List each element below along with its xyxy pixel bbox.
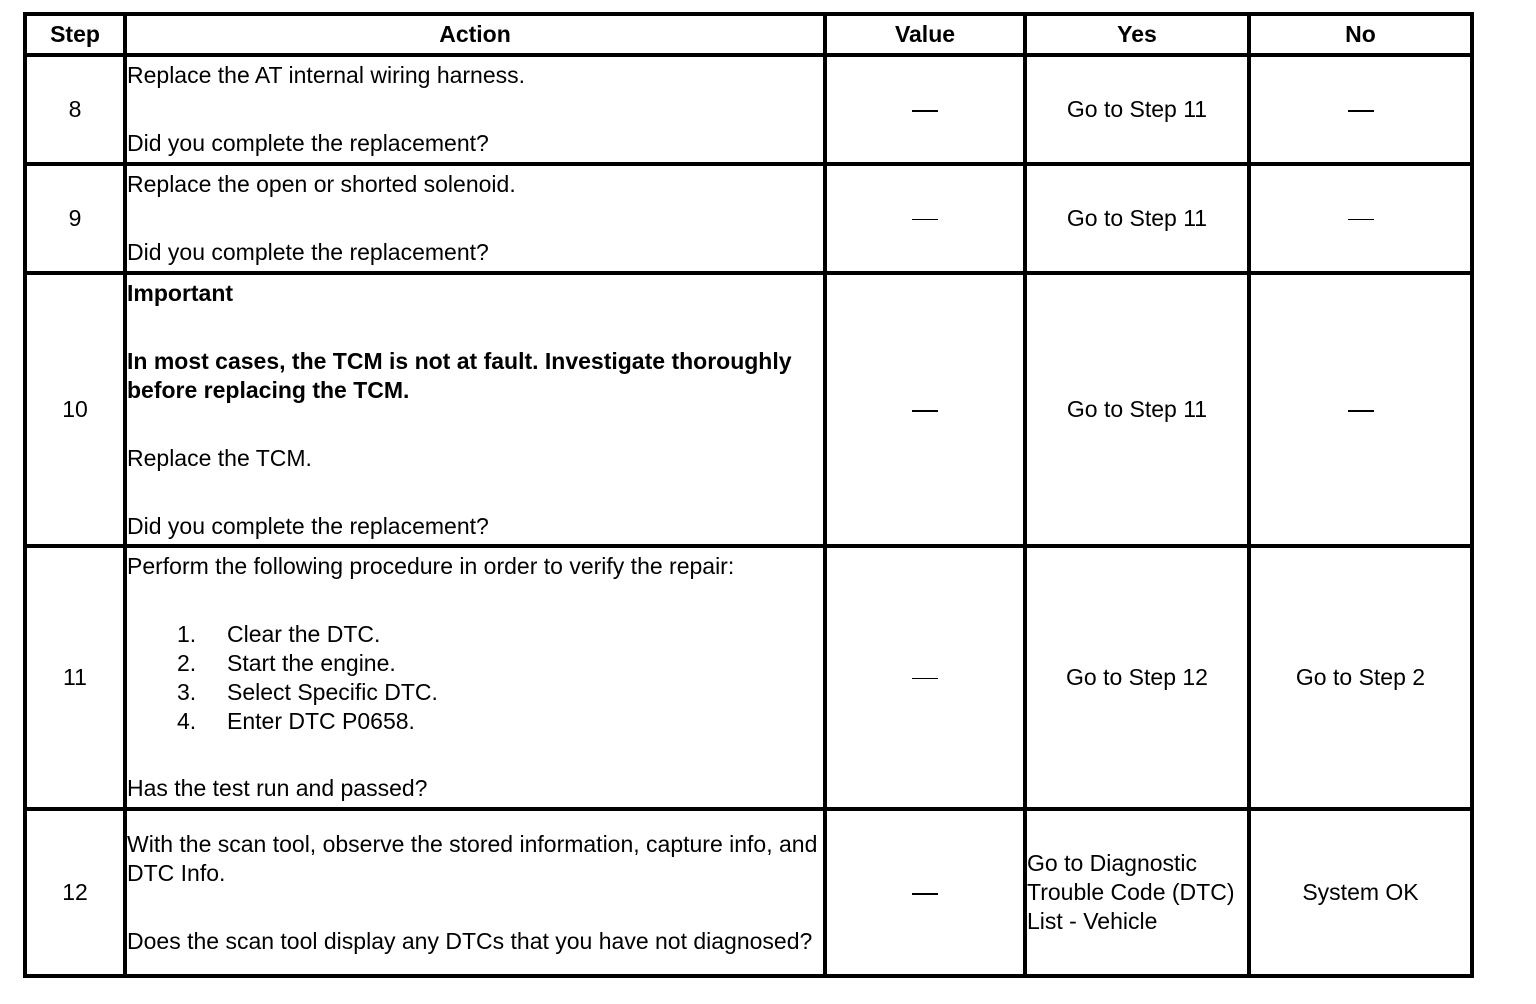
diagnostic-table (23, 12, 1474, 978)
value-cell (825, 809, 1025, 976)
action-cell (125, 546, 825, 809)
list-item (177, 678, 823, 707)
list-item (177, 707, 823, 736)
action-question: Did you complete the replacement? (127, 130, 489, 156)
value-cell (825, 55, 1025, 164)
yes-cell: Go to Step 11 (1025, 55, 1249, 164)
action-question: Does the scan tool display any DTCs that you have not diagnosed? (127, 927, 813, 954)
value-dash (912, 893, 938, 895)
header-no: No (1249, 14, 1472, 55)
table-row-step-10 (25, 273, 1472, 546)
table-row-step-12 (25, 809, 1472, 976)
action-question: Has the test run and passed? (127, 775, 428, 801)
action-cell (125, 273, 825, 546)
header-value: Value (825, 14, 1025, 55)
action-cell (125, 55, 825, 164)
action-text: Replace the TCM. (127, 444, 312, 471)
no-cell (1249, 273, 1472, 546)
step-number: 8 (25, 55, 125, 164)
action-text: Replace the AT internal wiring harness. (127, 62, 526, 88)
yes-cell: Go to Step 12 (1025, 546, 1249, 809)
no-dash (1348, 410, 1374, 412)
value-dash (912, 678, 938, 679)
action-cell (125, 164, 825, 273)
step-number: 9 (25, 164, 125, 273)
value-cell (825, 546, 1025, 809)
header-yes: Yes (1025, 14, 1249, 55)
yes-cell: Go to Step 11 (1025, 273, 1249, 546)
header-action: Action (125, 14, 825, 55)
action-cell (125, 809, 825, 976)
no-dash (1348, 219, 1374, 220)
action-text: Perform the following procedure in order to verify the repair: (127, 553, 735, 579)
list-number: 1. (177, 621, 197, 647)
action-text: Replace the open or shorted solenoid. (127, 171, 516, 197)
no-cell: Go to Step 2 (1249, 546, 1472, 809)
header-row (25, 14, 1472, 55)
action-text: With the scan tool, observe the stored information, capture info, and DTC Info. (127, 830, 818, 886)
table-row-step-11 (25, 546, 1472, 809)
header-step: Step (25, 14, 125, 55)
step-number: 10 (25, 273, 125, 546)
value-cell (825, 273, 1025, 546)
procedure-list (127, 620, 823, 736)
important-label: Important (127, 279, 234, 306)
table-row-step-8 (25, 55, 1472, 164)
list-number: 3. (177, 679, 197, 705)
list-text: Start the engine. (227, 650, 396, 676)
list-item (177, 620, 823, 649)
list-text: Select Specific DTC. (227, 679, 438, 705)
no-cell: System OK (1249, 809, 1472, 976)
list-item (177, 649, 823, 678)
important-text: In most cases, the TCM is not at fault. Investigate thoroughly before replacing the TCM. (127, 347, 792, 403)
list-number: 2. (177, 650, 197, 676)
yes-cell: Go to Step 11 (1025, 164, 1249, 273)
list-text: Enter DTC P0658. (227, 708, 415, 734)
step-number: 12 (25, 809, 125, 976)
list-number: 4. (177, 708, 197, 734)
step-number: 11 (25, 546, 125, 809)
action-question: Did you complete the replacement? (127, 512, 489, 539)
action-question: Did you complete the replacement? (127, 239, 489, 265)
value-cell (825, 164, 1025, 273)
value-dash (912, 110, 938, 112)
yes-cell: Go to Diagnostic Trouble Code (DTC) List - Vehicle (1025, 809, 1249, 976)
value-dash (912, 410, 938, 412)
table-row-step-9 (25, 164, 1472, 273)
value-dash (912, 219, 938, 220)
no-cell (1249, 164, 1472, 273)
no-cell (1249, 55, 1472, 164)
list-text: Clear the DTC. (227, 621, 381, 647)
no-dash (1348, 110, 1374, 112)
